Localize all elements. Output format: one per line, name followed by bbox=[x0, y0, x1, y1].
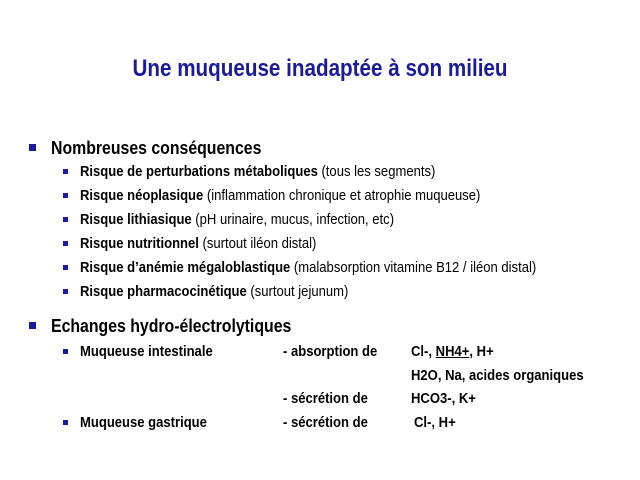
square-bullet-icon bbox=[29, 144, 36, 151]
square-bullet-icon bbox=[63, 193, 68, 198]
risk-name: Risque néoplasique bbox=[80, 188, 204, 204]
square-bullet-icon bbox=[63, 420, 68, 425]
square-bullet-icon bbox=[63, 349, 68, 354]
secretion-values: HCO3-, K+ bbox=[411, 391, 476, 407]
square-bullet-icon bbox=[63, 217, 68, 222]
risk-name: Risque de perturbations métaboliques bbox=[80, 164, 318, 180]
square-bullet-icon bbox=[63, 289, 68, 294]
mucosa-label: Muqueuse intestinale bbox=[80, 344, 213, 360]
risk-name: Risque d’anémie mégaloblastique bbox=[80, 260, 291, 276]
section-heading-text: Echanges hydro-électrolytiques bbox=[51, 316, 292, 336]
square-bullet-icon bbox=[29, 322, 36, 329]
secretion-label: - sécrétion de bbox=[283, 391, 368, 407]
risk-name: Risque pharmacocinétique bbox=[80, 284, 247, 300]
section-heading-text: Nombreuses conséquences bbox=[51, 138, 262, 158]
risk-detail: (tous les segments) bbox=[317, 164, 436, 180]
square-bullet-icon bbox=[63, 169, 68, 174]
square-bullet-icon bbox=[63, 265, 68, 270]
ion-underlined: NH4+ bbox=[435, 344, 470, 360]
secretion-values: Cl-, H+ bbox=[414, 415, 456, 431]
risk-name: Risque nutritionnel bbox=[80, 236, 199, 252]
risk-detail: (surtout iléon distal) bbox=[198, 236, 317, 252]
ion-text: , H+ bbox=[469, 344, 494, 360]
risk-detail: (surtout jejunum) bbox=[246, 284, 349, 300]
absorption-label: - absorption de bbox=[283, 344, 378, 360]
risk-name: Risque lithiasique bbox=[80, 212, 192, 228]
risk-detail: (malabsorption vitamine B12 / iléon distal) bbox=[290, 260, 537, 276]
mucosa-label: Muqueuse gastrique bbox=[80, 415, 207, 431]
absorption-values bbox=[411, 344, 494, 360]
absorption-values-line2: H2O, Na, acides organiques bbox=[411, 368, 584, 384]
risk-detail: (inflammation chronique et atrophie muqueuse) bbox=[203, 188, 481, 204]
slide-title: Une muqueuse inadaptée à son milieu bbox=[132, 55, 508, 82]
secretion-label: - sécrétion de bbox=[283, 415, 368, 431]
risk-detail: (pH urinaire, mucus, infection, etc) bbox=[191, 212, 395, 228]
ion-text: Cl-, bbox=[411, 344, 436, 360]
square-bullet-icon bbox=[63, 241, 68, 246]
